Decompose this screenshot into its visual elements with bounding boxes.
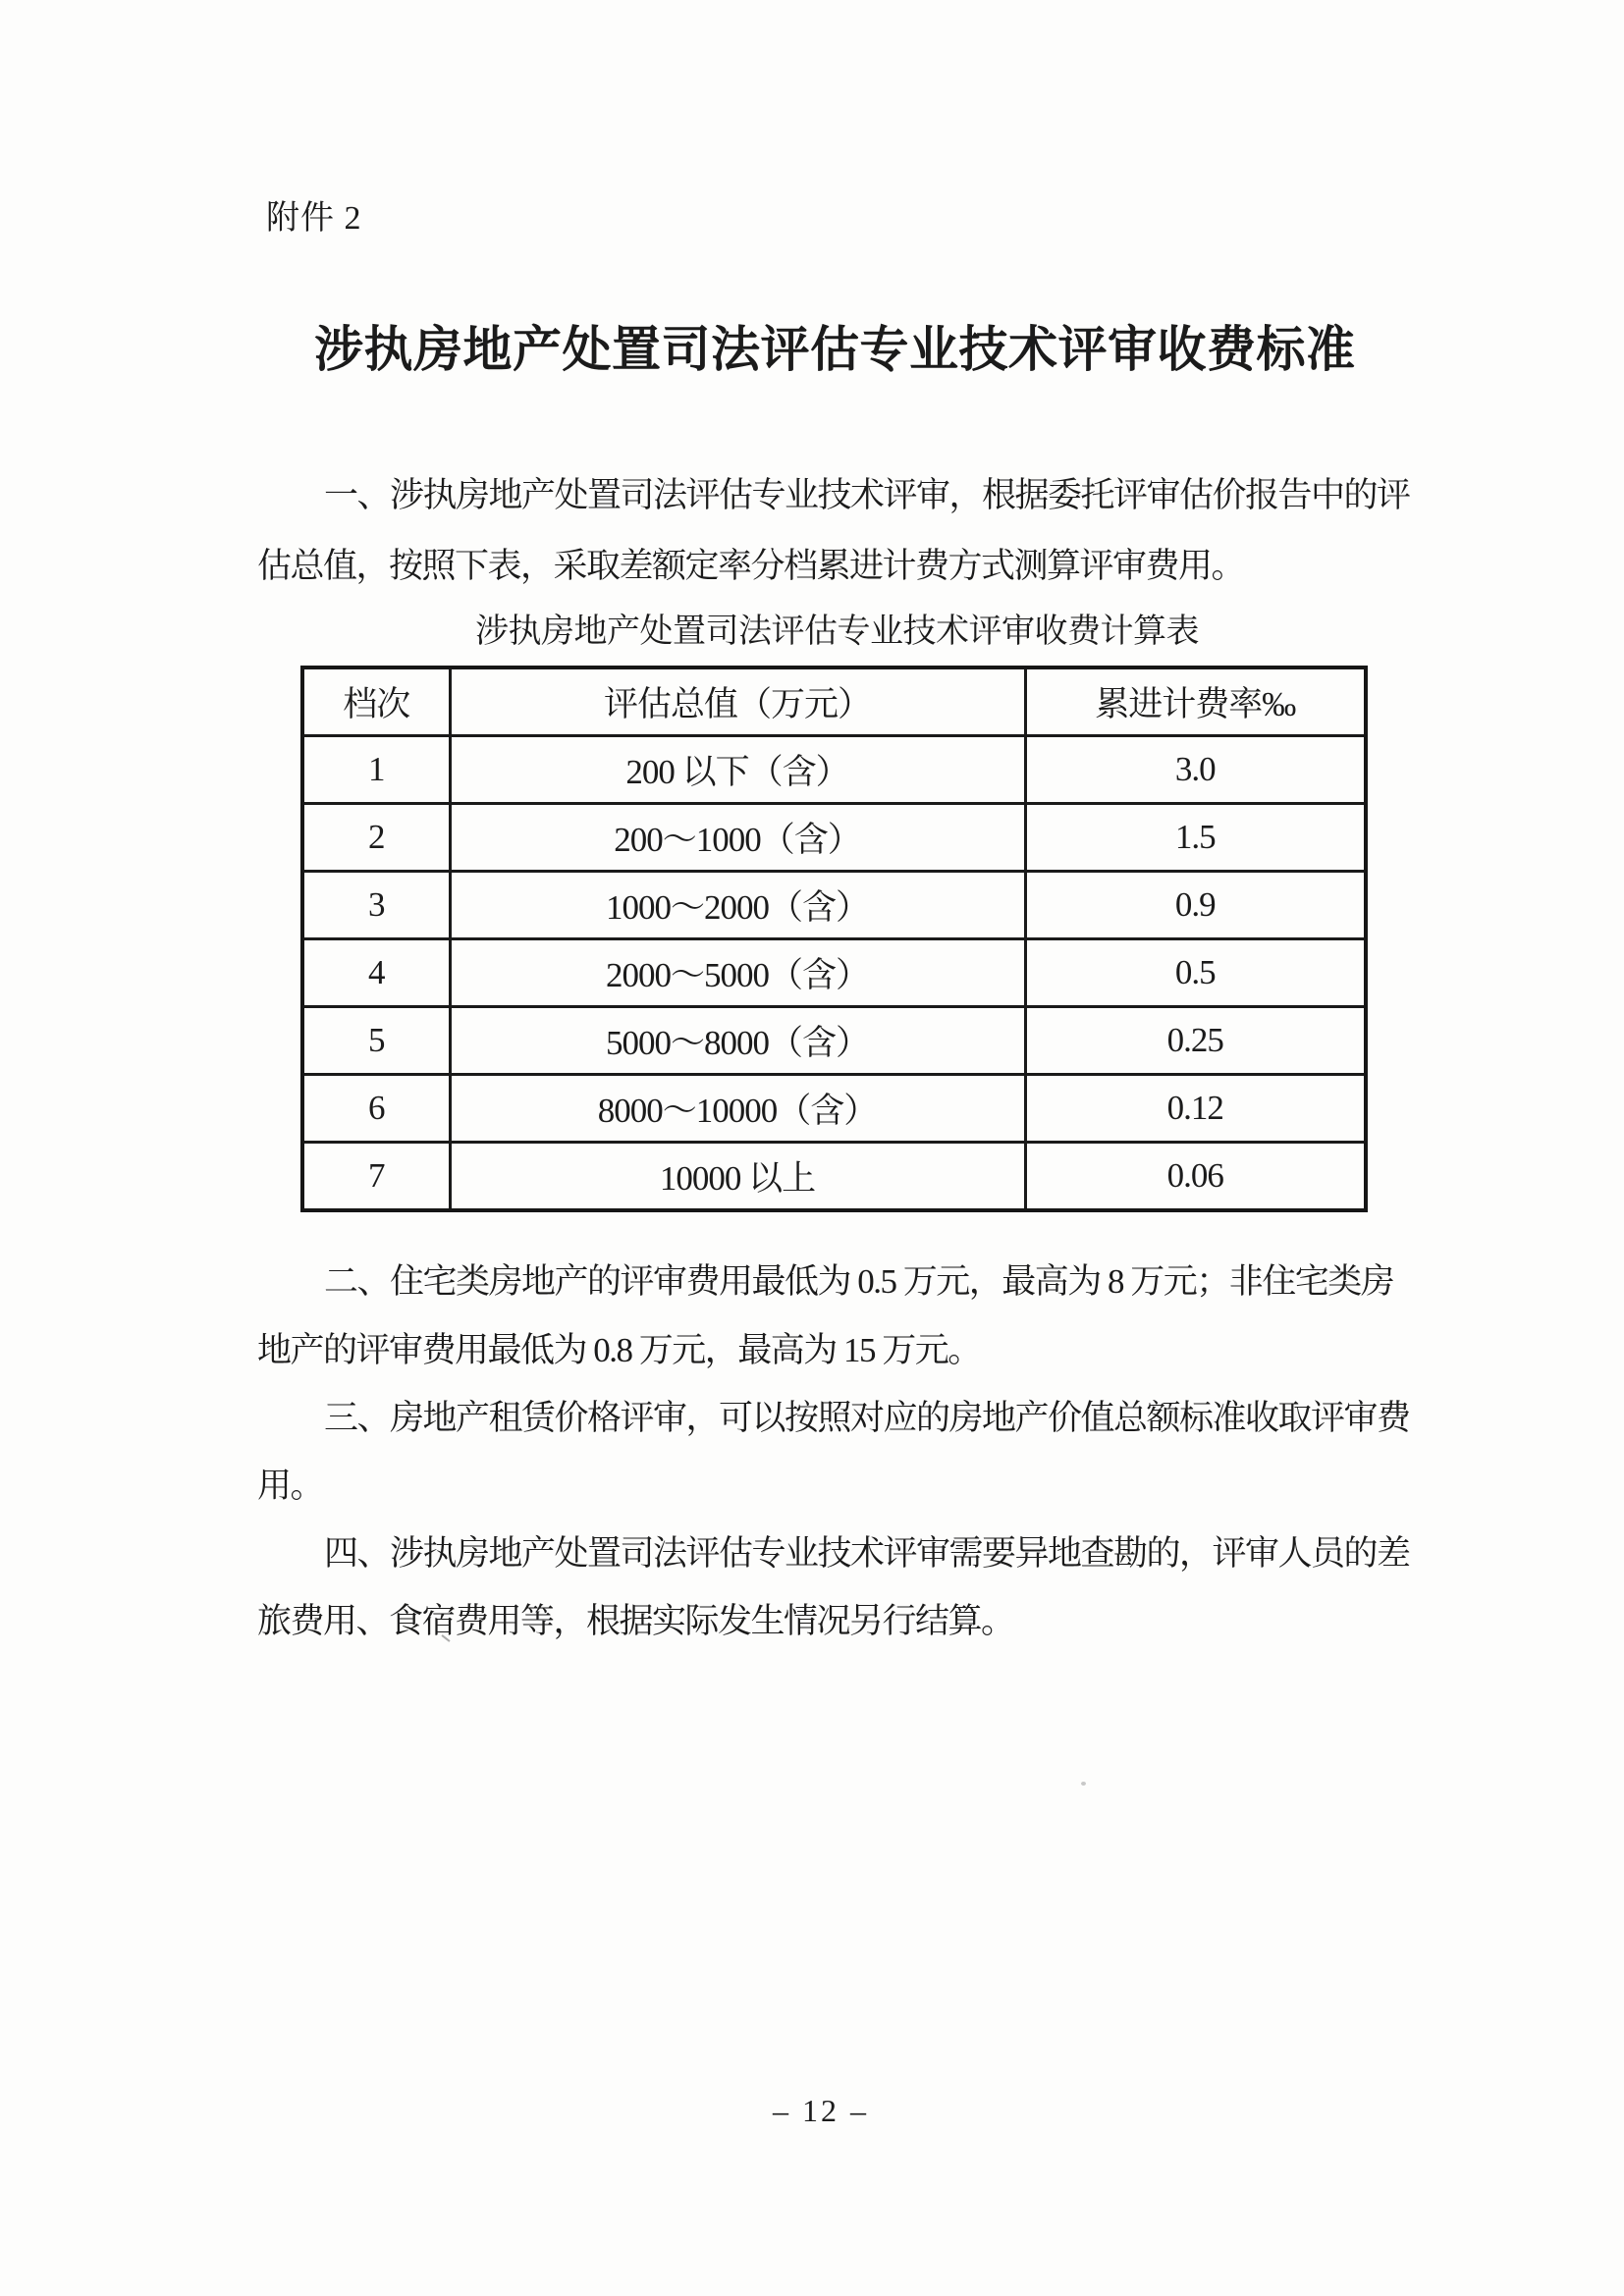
- table-row: [302, 939, 1366, 1007]
- note-2-line-2: 地产的评审费用最低为 0.8 万元，最高为 15 万元。: [257, 1331, 981, 1369]
- table-cell-grade: 3: [302, 872, 450, 939]
- table-header-rate: 累进计费率‰: [1025, 667, 1366, 736]
- scan-speck-dot: [1081, 1782, 1086, 1786]
- note-4-line-1: 四、涉执房地产处置司法评估专业技术评审需要异地查勘的，评审人员的差: [324, 1534, 1410, 1573]
- fee-table: [300, 666, 1368, 1212]
- table-header-value: 评估总值（万元）: [450, 667, 1025, 736]
- note-3-line-1: 三、房地产租赁价格评审，可以按照对应的房地产价值总额标准收取评审费: [324, 1399, 1410, 1437]
- table-cell-grade: 4: [302, 939, 450, 1007]
- table-cell-rate: 1.5: [1025, 804, 1366, 872]
- table-cell-grade: 1: [302, 736, 450, 804]
- table-cell-grade: 5: [302, 1007, 450, 1075]
- table-cell-value: 5000～8000（含）: [450, 1007, 1025, 1075]
- table-cell-value: 2000～5000（含）: [450, 939, 1025, 1007]
- table-cell-value: 200～1000（含）: [450, 804, 1025, 872]
- table-row: [302, 736, 1366, 804]
- table-cell-rate: 0.5: [1025, 939, 1366, 1007]
- table-cell-rate: 3.0: [1025, 736, 1366, 804]
- note-2-line-1: 二、住宅类房地产的评审费用最低为 0.5 万元，最高为 8 万元；非住宅类房: [324, 1262, 1394, 1301]
- table-row: [302, 1007, 1366, 1075]
- table-row: [302, 872, 1366, 939]
- attachment-label: 附件 2: [266, 200, 362, 237]
- table-cell-rate: 0.25: [1025, 1007, 1366, 1075]
- page-number: – 12 –: [773, 2093, 869, 2128]
- table-cell-grade: 6: [302, 1075, 450, 1143]
- table-cell-rate: 0.06: [1025, 1143, 1366, 1211]
- intro-paragraph-line-2: 估总值，按照下表，采取差额定率分档累进计费方式测算评审费用。: [257, 547, 1245, 585]
- document-title: 涉执房地产处置司法评估专业技术评审收费标准: [314, 322, 1356, 377]
- table-header-row: [302, 667, 1366, 736]
- table-cell-grade: 7: [302, 1143, 450, 1211]
- table-caption: 涉执房地产处置司法评估专业技术评审收费计算表: [475, 614, 1199, 650]
- table-cell-value: 10000 以上: [450, 1143, 1025, 1211]
- intro-paragraph-line-1: 一、涉执房地产处置司法评估专业技术评审，根据委托评审估价报告中的评: [324, 476, 1410, 514]
- table-cell-rate: 0.9: [1025, 872, 1366, 939]
- table-cell-rate: 0.12: [1025, 1075, 1366, 1143]
- table-row: [302, 804, 1366, 872]
- table-header-grade: 档次: [302, 667, 450, 736]
- note-4-line-2: 旅费用、食宿费用等，根据实际发生情况另行结算。: [257, 1602, 1014, 1640]
- table-row: [302, 1075, 1366, 1143]
- table-cell-value: 1000～2000（含）: [450, 872, 1025, 939]
- note-3-line-2: 用。: [257, 1467, 324, 1505]
- table-cell-value: 8000～10000（含）: [450, 1075, 1025, 1143]
- table-cell-grade: 2: [302, 804, 450, 872]
- table-row: [302, 1143, 1366, 1211]
- table-cell-value: 200 以下（含）: [450, 736, 1025, 804]
